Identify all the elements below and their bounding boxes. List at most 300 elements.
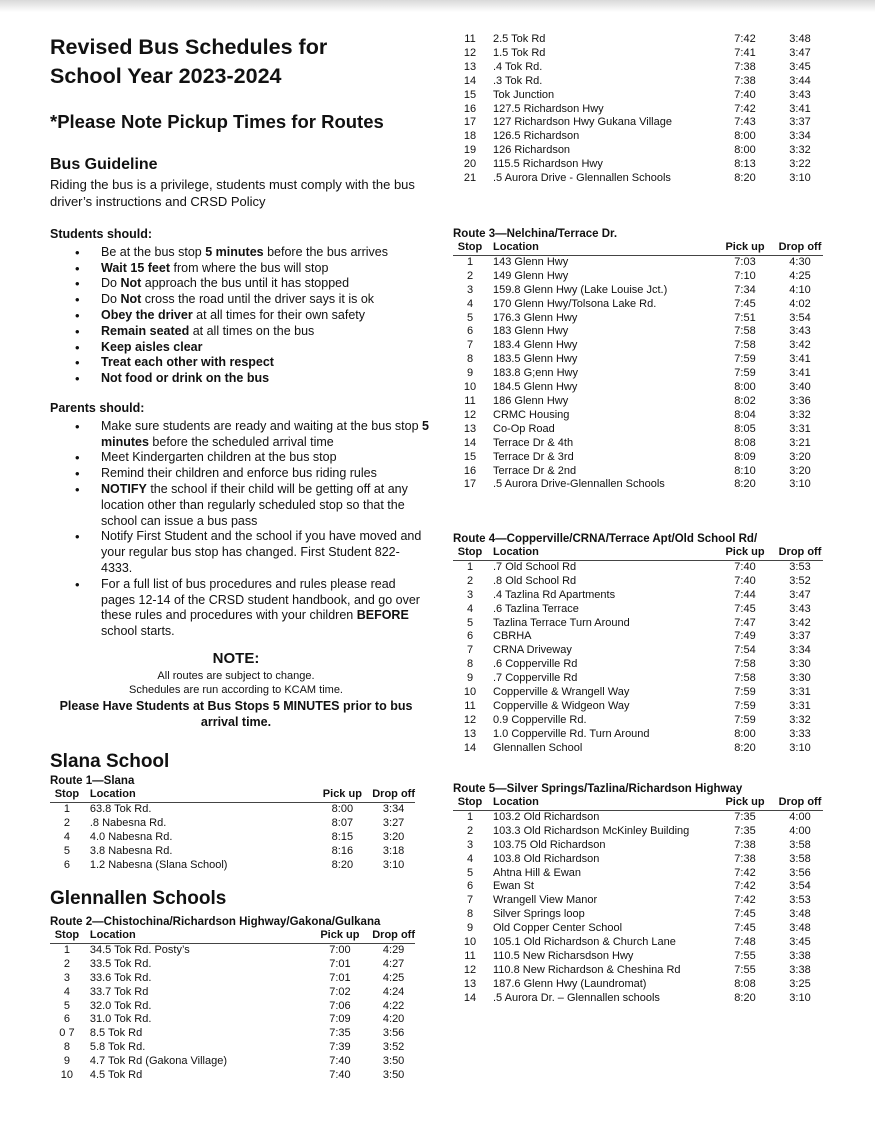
dropoff-time: 3:25	[789, 977, 811, 990]
dropoff-time: 3:30	[789, 672, 811, 685]
stop-number: 10	[463, 381, 477, 394]
location-cell: 126.5 Richardson	[493, 130, 580, 143]
pickup-time: 8:00	[331, 802, 354, 815]
header-location: Location	[493, 796, 539, 808]
route4-table	[453, 546, 823, 756]
table-row	[453, 270, 823, 284]
table-row	[453, 423, 823, 437]
table-header-row	[453, 546, 823, 560]
table-row	[453, 339, 823, 353]
pickup-time: 8:00	[734, 727, 756, 740]
table-row	[453, 825, 823, 839]
dropoff-time: 3:27	[382, 816, 405, 829]
location-cell: Terrace Dr & 2nd	[493, 464, 577, 477]
parents-rule-bold: BEFORE	[356, 608, 409, 623]
route5-block	[453, 782, 823, 1006]
dropoff-time: 3:53	[789, 560, 811, 573]
route3-table	[453, 241, 823, 492]
dropoff-time: 3:56	[382, 1027, 405, 1040]
students-rule-item	[101, 308, 431, 324]
stop-number: 5	[466, 616, 474, 629]
stop-number: 6	[466, 325, 474, 338]
pickup-time: 7:49	[734, 630, 756, 643]
table-row	[453, 742, 823, 756]
location-cell: 105.1 Old Richardson & Church Lane	[493, 936, 676, 949]
route1-table	[50, 788, 415, 872]
stop-number: 8	[63, 1041, 70, 1054]
pickup-time: 8:05	[734, 422, 756, 435]
table-row	[453, 908, 823, 922]
stop-number: 9	[63, 1055, 70, 1068]
parents-rules	[50, 401, 431, 640]
pickup-time: 7:58	[734, 672, 756, 685]
location-cell: 170 Glenn Hwy/Tolsona Lake Rd.	[493, 297, 657, 310]
parents-rule-pre: Meet Kindergarten children at the bus stop	[101, 450, 337, 465]
route3-title: Route 3—Nelchina/Terrace Dr.	[453, 228, 618, 240]
guideline-heading: Bus Guideline	[50, 156, 158, 173]
dropoff-time: 3:20	[789, 450, 811, 463]
table-row	[453, 867, 823, 881]
route1-block	[50, 774, 415, 872]
table-row	[453, 381, 823, 395]
table-row	[453, 992, 823, 1006]
dropoff-time: 3:42	[789, 616, 811, 629]
stop-number: 0 7	[59, 1027, 75, 1040]
table-row	[453, 575, 823, 589]
location-cell: 159.8 Glenn Hwy (Lake Louise Jct.)	[493, 283, 668, 296]
table-row	[50, 1069, 415, 1083]
stop-number: 10	[60, 1069, 74, 1082]
pickup-time: 8:10	[734, 464, 756, 477]
table-row	[453, 839, 823, 853]
parents-rule-pre: Remind their children and enforce bus riding rules	[101, 466, 377, 481]
dropoff-time: 4:00	[789, 810, 811, 823]
dropoff-time: 3:43	[789, 325, 811, 338]
pickup-time: 8:13	[734, 158, 756, 171]
students-rule-bold: Not	[120, 276, 142, 291]
students-rule-item	[101, 355, 431, 371]
dropoff-time: 3:22	[789, 158, 811, 171]
table-row	[453, 284, 823, 298]
pickup-time: 8:00	[734, 130, 756, 143]
parents-rule-item	[101, 482, 431, 529]
parents-rule-item	[101, 529, 431, 576]
stop-number: 15	[463, 450, 477, 463]
table-row	[453, 853, 823, 867]
location-cell: Co-Op Road	[493, 422, 555, 435]
table-row	[453, 33, 823, 47]
dropoff-time: 3:48	[789, 922, 811, 935]
header-dropoff: Drop off	[372, 788, 415, 800]
pickup-time: 7:54	[734, 644, 756, 657]
pickup-time: 8:20	[734, 991, 756, 1004]
stop-number: 18	[463, 130, 477, 143]
route1-title: Route 1—Slana	[50, 775, 135, 787]
location-cell: 33.6 Tok Rd.	[89, 971, 152, 984]
location-cell: .5 Aurora Drive - Glennallen Schools	[493, 172, 671, 185]
stop-number: 13	[463, 727, 477, 740]
dropoff-time: 3:54	[789, 880, 811, 893]
pickup-time: 7:59	[734, 713, 756, 726]
stop-number: 4	[63, 830, 70, 843]
pickup-time: 7:51	[734, 311, 756, 324]
table-row	[50, 943, 415, 957]
location-cell: .6 Copperville Rd	[493, 658, 578, 671]
pickup-time: 8:15	[331, 830, 354, 843]
students-rule-pre: Do	[101, 276, 121, 291]
location-cell: 4.7 Tok Rd (Gakona Village)	[89, 1055, 228, 1068]
dropoff-time: 3:58	[789, 852, 811, 865]
location-cell: .8 Old School Rd	[493, 574, 577, 587]
location-cell: 183.8 G;enn Hwy	[493, 367, 578, 380]
header-pickup: Pick up	[725, 241, 765, 253]
dropoff-time: 3:31	[789, 699, 811, 712]
table-row	[453, 130, 823, 144]
dropoff-time: 3:52	[789, 574, 811, 587]
stop-number: 16	[463, 464, 477, 477]
location-cell: 183.4 Glenn Hwy	[493, 339, 578, 352]
dropoff-time: 3:52	[382, 1041, 405, 1054]
location-cell: .5 Aurora Drive-Glennallen Schools	[493, 478, 665, 491]
dropoff-time: 3:56	[789, 866, 811, 879]
header-dropoff: Drop off	[778, 241, 822, 253]
table-row	[50, 1041, 415, 1055]
table-row	[453, 255, 823, 269]
pickup-time: 7:55	[734, 949, 756, 962]
dropoff-time: 3:31	[789, 686, 811, 699]
table-row	[50, 1000, 415, 1014]
location-cell: 184.5 Glenn Hwy	[493, 381, 578, 394]
table-row	[453, 728, 823, 742]
route2-block	[50, 915, 415, 1083]
students-rule-bold: 5 minutes	[205, 244, 264, 259]
stop-number: 6	[63, 1013, 70, 1026]
dropoff-time: 3:58	[789, 838, 811, 851]
students-rule-pre: Be at the bus stop	[101, 244, 206, 259]
stop-number: 1	[63, 943, 70, 956]
table-row	[50, 986, 415, 1000]
dropoff-time: 3:32	[789, 408, 811, 421]
table-row	[453, 75, 823, 89]
stop-number: 3	[466, 838, 474, 851]
table-row	[50, 802, 415, 816]
note-line-2: Schedules are run according to KCAM time.	[129, 684, 343, 696]
parents-rule-pre: For a full list of bus procedures and rules please read pages 12-14 of the CRSD student handbook, and go over these rules and procedures with your children	[101, 576, 420, 623]
students-rule-post: cross the road until the driver says it is ok	[141, 292, 375, 307]
stop-number: 11	[464, 699, 476, 712]
stop-number: 8	[466, 658, 474, 671]
pickup-time: 7:35	[329, 1027, 351, 1040]
pickup-time: 8:08	[734, 436, 756, 449]
pickup-time: 7:42	[734, 33, 756, 45]
top-shadow	[0, 0, 875, 12]
stop-number: 4	[466, 297, 474, 310]
location-cell: CRMC Housing	[493, 408, 570, 421]
dropoff-time: 3:44	[789, 74, 811, 87]
parents-rule-pre: Notify First Student and the school if you have moved and your regular bus stop has changed. First Student 822-4333.	[101, 529, 422, 575]
stop-number: 12	[463, 963, 477, 976]
students-rule-post: at all times on the bus	[189, 323, 315, 338]
stop-number: 19	[463, 144, 477, 157]
header-dropoff: Drop off	[778, 546, 822, 558]
students-rule-item	[101, 371, 431, 387]
pickup-time: 7:40	[734, 88, 756, 101]
pickup-time: 7:45	[734, 922, 756, 935]
table-row	[50, 817, 415, 831]
pickup-time: 7:40	[734, 560, 756, 573]
students-rule-bold: Remain seated	[101, 323, 190, 338]
location-cell: 32.0 Tok Rd.	[89, 999, 152, 1012]
route2-continued-block	[453, 33, 823, 186]
pickup-time: 7:35	[734, 824, 756, 837]
header-stop: Stop	[54, 788, 80, 800]
students-rule-item	[101, 324, 431, 340]
dropoff-time: 3:38	[789, 949, 811, 962]
table-row	[453, 395, 823, 409]
pickup-time: 7:47	[734, 616, 756, 629]
dropoff-time: 3:37	[789, 630, 811, 643]
dropoff-time: 3:33	[789, 727, 811, 740]
stop-number: 1	[466, 255, 474, 268]
header-location: Location	[89, 788, 136, 800]
location-cell: 187.6 Glenn Hwy (Laundromat)	[493, 977, 647, 990]
location-cell: .6 Tazlina Terrace	[493, 602, 579, 615]
pickup-time: 7:58	[734, 325, 756, 338]
location-cell: Wrangell View Manor	[493, 894, 598, 907]
table-row	[50, 1013, 415, 1027]
header-location: Location	[493, 241, 539, 253]
stop-number: 2	[466, 574, 474, 587]
pickup-time: 8:00	[734, 381, 756, 394]
stop-number: 20	[463, 158, 477, 171]
location-cell: Copperville & Widgeon Way	[493, 699, 630, 712]
note-bold: Please Have Students at Bus Stops 5 MINUTES prior to bus arrival time.	[59, 699, 413, 729]
location-cell: .8 Nabesna Rd.	[89, 816, 167, 829]
pickup-time: 7:42	[734, 880, 756, 893]
parents-rule-item	[101, 419, 431, 451]
pickup-time: 7:38	[734, 838, 756, 851]
students-rule-post: from where the bus will stop	[170, 260, 329, 275]
dropoff-time: 3:10	[789, 172, 811, 185]
table-row	[453, 61, 823, 75]
stop-number: 8	[466, 908, 474, 921]
location-cell: Copperville & Wrangell Way	[493, 686, 630, 699]
dropoff-time: 3:41	[789, 353, 811, 366]
table-row	[453, 116, 823, 130]
students-rule-bold: Treat each other with respect	[101, 355, 274, 370]
parents-rule-bold: 5 minutes	[101, 418, 429, 449]
pickup-time: 8:09	[734, 450, 756, 463]
location-cell: 2.5 Tok Rd	[493, 33, 546, 45]
stop-number: 17	[463, 116, 477, 129]
students-rule-post: at all times for their own safety	[192, 307, 365, 322]
stop-number: 3	[63, 971, 70, 984]
stop-number: 2	[466, 269, 474, 282]
stop-number: 1	[63, 802, 70, 815]
stop-number: 14	[463, 741, 477, 754]
stop-number: 2	[63, 957, 70, 970]
dropoff-time: 3:38	[789, 963, 811, 976]
location-cell: 4.0 Nabesna Rd.	[89, 830, 173, 843]
table-row	[50, 1027, 415, 1041]
pickup-time: 7:45	[734, 297, 756, 310]
parents-rule-post: school starts.	[101, 624, 175, 639]
note-line-1: All routes are subject to change.	[157, 670, 315, 682]
location-cell: Silver Springs loop	[493, 908, 585, 921]
location-cell: 33.7 Tok Rd	[89, 985, 149, 998]
dropoff-time: 3:18	[382, 844, 405, 857]
students-rule-bold: Not food or drink on the bus	[101, 371, 270, 386]
stop-number: 7	[466, 894, 474, 907]
stop-number: 21	[463, 172, 477, 185]
table-row	[453, 353, 823, 367]
location-cell: 126 Richardson	[493, 144, 571, 157]
pickup-time: 7:43	[734, 116, 756, 129]
dropoff-time: 3:34	[789, 130, 811, 143]
stop-number: 8	[466, 353, 474, 366]
pickup-time: 7:03	[734, 255, 756, 268]
dropoff-time: 4:25	[382, 971, 405, 984]
table-header-row	[50, 929, 415, 943]
header-location: Location	[493, 546, 539, 558]
table-row	[453, 672, 823, 686]
table-row	[50, 831, 415, 845]
location-cell: 127 Richardson Hwy Gukana Village	[493, 116, 672, 129]
dropoff-time: 3:43	[789, 88, 811, 101]
stop-number: 12	[463, 408, 477, 421]
dropoff-time: 3:20	[382, 830, 405, 843]
table-row	[453, 922, 823, 936]
pickup-time: 7:34	[734, 283, 756, 296]
students-rule-pre: Do	[101, 292, 121, 307]
pickup-time: 8:20	[331, 858, 354, 871]
students-rule-item	[101, 292, 431, 308]
location-cell: Terrace Dr & 4th	[493, 436, 574, 449]
title-line-2: School Year 2023-2024	[50, 64, 282, 88]
header-dropoff: Drop off	[778, 796, 822, 808]
table-row	[50, 972, 415, 986]
header-stop: Stop	[457, 796, 483, 808]
table-row	[453, 409, 823, 423]
stop-number: 9	[466, 367, 474, 380]
dropoff-time: 4:00	[789, 824, 811, 837]
parents-rule-item	[101, 466, 431, 482]
route4-title: Route 4—Copperville/CRNA/Terrace Apt/Old School Rd/	[453, 533, 758, 545]
stop-number: 1	[466, 810, 474, 823]
pickup-time: 7:38	[734, 74, 756, 87]
pickup-time: 7:38	[734, 852, 756, 865]
location-cell: 0.9 Copperville Rd.	[493, 713, 587, 726]
stop-number: 13	[463, 60, 477, 73]
location-cell: 110.8 New Richardson & Cheshina Rd	[493, 963, 681, 976]
slana-heading: Slana School	[50, 751, 170, 772]
table-row	[50, 958, 415, 972]
header-pickup: Pick up	[725, 796, 765, 808]
pickup-time: 7:59	[734, 699, 756, 712]
pickup-time: 8:08	[734, 977, 756, 990]
stop-number: 14	[463, 436, 477, 449]
location-cell: .3 Tok Rd.	[493, 74, 543, 87]
pickup-time: 7:39	[329, 1041, 351, 1054]
pickup-time: 7:38	[734, 60, 756, 73]
table-row	[453, 644, 823, 658]
dropoff-time: 3:45	[789, 60, 811, 73]
location-cell: Ewan St	[493, 880, 534, 893]
table-row	[453, 89, 823, 103]
dropoff-time: 4:24	[382, 985, 405, 998]
dropoff-time: 4:22	[382, 999, 405, 1012]
dropoff-time: 3:10	[789, 741, 811, 754]
stop-number: 5	[63, 999, 70, 1012]
pickup-time: 7:59	[734, 367, 756, 380]
location-cell: Tok Junction	[493, 88, 555, 101]
table-row	[453, 325, 823, 339]
table-row	[453, 172, 823, 186]
location-cell: 34.5 Tok Rd. Posty’s	[89, 943, 190, 956]
stop-number: 7	[466, 339, 474, 352]
pickup-time: 8:20	[734, 172, 756, 185]
dropoff-time: 3:41	[789, 367, 811, 380]
location-cell: 143 Glenn Hwy	[493, 255, 569, 268]
dropoff-time: 3:40	[789, 381, 811, 394]
pickup-time: 8:20	[734, 478, 756, 491]
dropoff-time: 3:32	[789, 144, 811, 157]
pickup-time: 8:02	[734, 394, 756, 407]
location-cell: 1.2 Nabesna (Slana School)	[89, 858, 228, 871]
location-cell: Glennallen School	[493, 741, 583, 754]
location-cell: 3.8 Nabesna Rd.	[89, 844, 173, 857]
pickup-time: 7:02	[329, 985, 351, 998]
route4-block	[453, 532, 823, 756]
location-cell: 103.8 Old Richardson	[493, 852, 600, 865]
location-cell: .7 Copperville Rd	[493, 672, 578, 685]
table-row	[453, 630, 823, 644]
stop-number: 7	[466, 644, 474, 657]
header-pickup: Pick up	[725, 546, 765, 558]
stop-number: 6	[466, 880, 474, 893]
pickup-time: 7:06	[329, 999, 351, 1012]
table-row	[453, 144, 823, 158]
table-row	[453, 437, 823, 451]
pickup-time: 8:04	[734, 408, 756, 421]
stop-number: 6	[466, 630, 474, 643]
table-row	[453, 978, 823, 992]
stop-number: 12	[463, 713, 477, 726]
table-row	[453, 560, 823, 574]
table-row	[453, 658, 823, 672]
header-stop: Stop	[457, 546, 483, 558]
students-rule-bold: Not	[120, 292, 142, 307]
dropoff-time: 3:37	[789, 116, 811, 129]
pickup-time: 7:10	[734, 269, 756, 282]
location-cell: 33.5 Tok Rd.	[89, 957, 152, 970]
header-dropoff: Drop off	[372, 929, 415, 941]
dropoff-time: 3:45	[789, 936, 811, 949]
location-cell: 176.3 Glenn Hwy	[493, 311, 578, 324]
location-cell: 103.3 Old Richardson McKinley Building	[493, 824, 690, 837]
students-rule-item	[101, 276, 431, 292]
stop-number: 12	[463, 46, 477, 59]
stop-number: 13	[463, 422, 477, 435]
stop-number: 13	[463, 977, 477, 990]
note-box	[50, 650, 422, 730]
stop-number: 3	[466, 283, 474, 296]
table-row	[453, 950, 823, 964]
table-row	[453, 298, 823, 312]
students-heading: Students should:	[50, 227, 153, 241]
pickup-time: 7:58	[734, 339, 756, 352]
table-row	[453, 810, 823, 824]
